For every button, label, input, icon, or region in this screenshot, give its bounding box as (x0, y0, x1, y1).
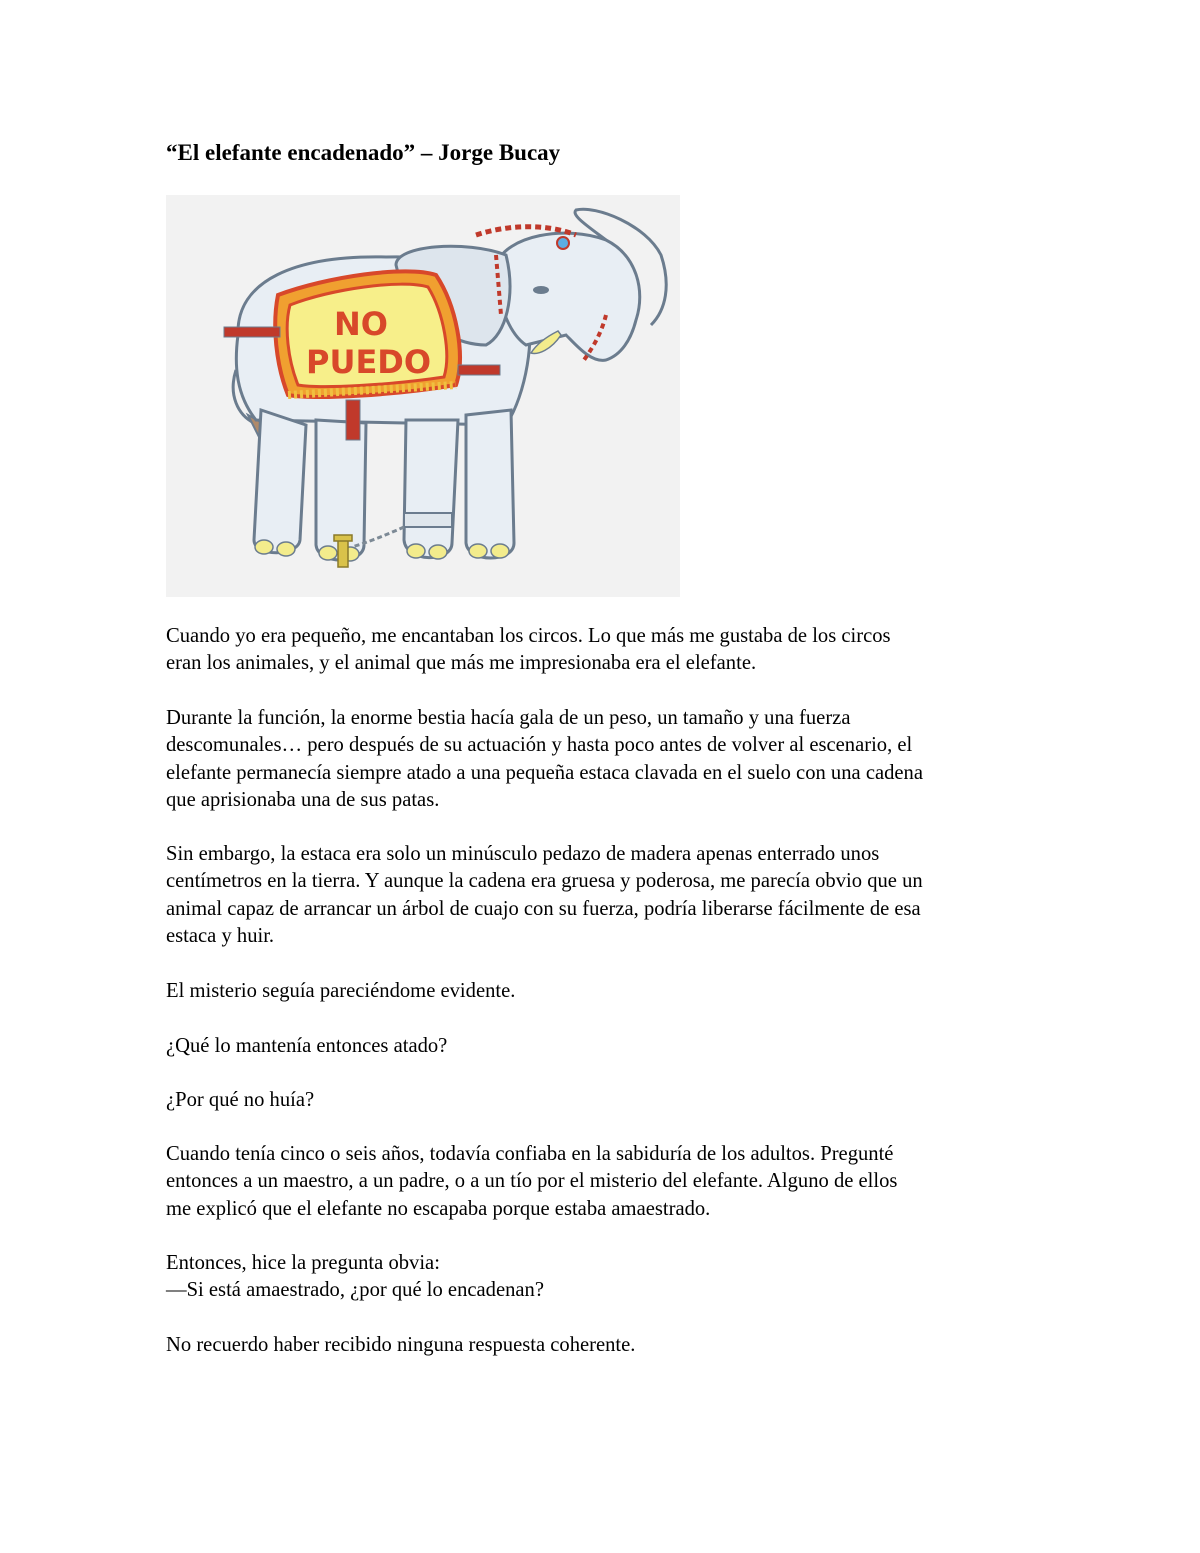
paragraph-line: Durante la función, la enorme bestia hacía gala de un peso, un tamaño y una fuerza (166, 707, 851, 729)
elephant-leg-front (404, 420, 458, 558)
elephant-leg-back (254, 410, 306, 553)
paragraph-line: animal capaz de arrancar un árbol de cuajo con su fuerza, podría liberarse fácilmente de esa (166, 897, 921, 920)
paragraph-line: descomunales… pero después de su actuación y hasta poco antes de volver al escenario, el (166, 734, 913, 757)
paragraph-5 (166, 1033, 447, 1060)
document-title: “El elefante encadenado” – Jorge Bucay (166, 140, 561, 165)
paragraph-line: centímetros en la tierra. Y aunque la cadena era gruesa y poderosa, me parecía obvio que un (166, 870, 923, 893)
harness-jewel (557, 237, 569, 249)
paragraph-line: Cuando yo era pequeño, me encantaban los circos. Lo que más me gustaba de los circos (166, 625, 891, 647)
paragraph-line: ¿Qué lo mantenía entonces atado? (166, 1035, 448, 1057)
paragraph-8 (166, 1250, 544, 1305)
paragraph-line: Sin embargo, la estaca era solo un minúsculo pedazo de madera apenas enterrado unos (166, 843, 880, 865)
belly-strap (346, 400, 360, 440)
paragraph-line: entonces a un maestro, a un padre, o a un tío por el misterio del elefante. Alguno de ellos (166, 1170, 898, 1193)
paragraph-line: —Si está amaestrado, ¿por qué lo encadenan? (166, 1279, 544, 1302)
blanket-text-no: NO (334, 305, 388, 343)
paragraph-1 (166, 623, 891, 678)
paragraph-line: Entonces, hice la pregunta obvia: (166, 1252, 440, 1274)
paragraph-line: que aprisionaba una de sus patas. (166, 788, 440, 811)
paragraph-3 (166, 841, 923, 950)
paragraph-line: elefante permanecía siempre atado a una pequeña estaca clavada en el suelo con una cadena (166, 761, 923, 784)
chest-strap (458, 365, 500, 375)
paragraph-9 (166, 1332, 635, 1359)
leg-shackle (404, 513, 452, 527)
paragraph-line: eran los animales, y el animal que más me impresionaba era el elefante. (166, 652, 757, 675)
elephant-illustration (166, 195, 680, 597)
paragraph-line: No recuerdo haber recibido ninguna respuesta coherente. (166, 1334, 636, 1356)
paragraph-line: estaca y huir. (166, 924, 275, 947)
elephant-eye (533, 286, 549, 294)
paragraph-line: ¿Por qué no huía? (166, 1089, 315, 1111)
paragraph-line: El misterio seguía pareciéndome evidente. (166, 980, 516, 1002)
paragraph-4 (166, 978, 515, 1005)
blanket-text-puedo: PUEDO (306, 343, 432, 381)
paragraph-7 (166, 1141, 897, 1223)
elephant-drawing (166, 195, 680, 597)
paragraph-line: Cuando tenía cinco o seis años, todavía confiaba en la sabiduría de los adultos. Pregunté (166, 1143, 894, 1165)
paragraph-2 (166, 705, 923, 814)
paragraph-line: me explicó que el elefante no escapaba porque estaba amaestrado. (166, 1197, 711, 1220)
back-strap (224, 327, 280, 337)
paragraph-6 (166, 1087, 314, 1114)
elephant-leg-front-2 (466, 410, 514, 558)
